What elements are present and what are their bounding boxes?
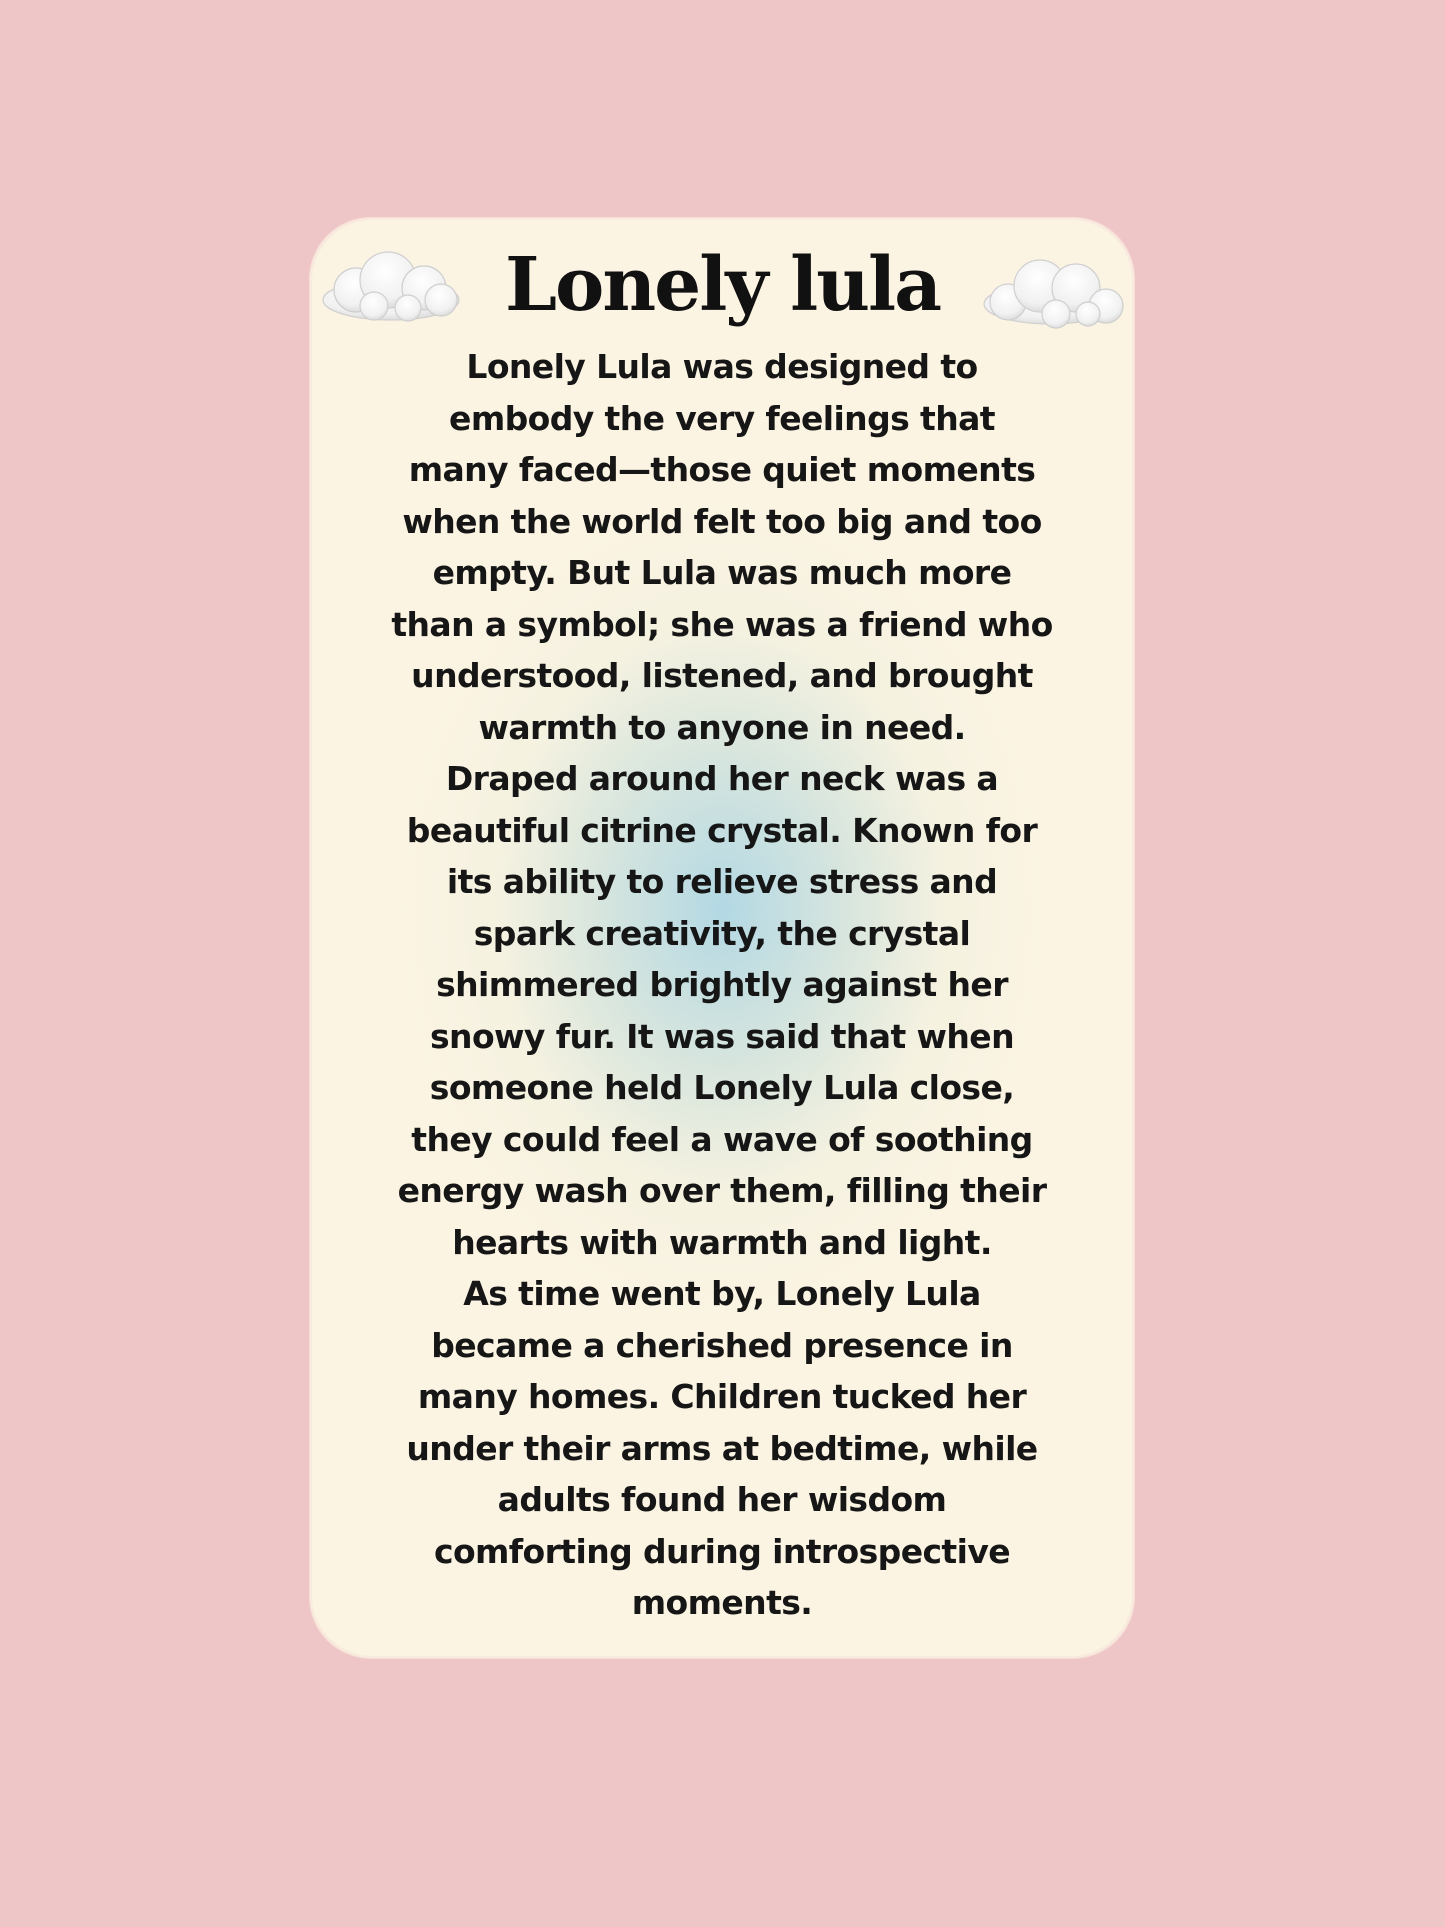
story-line: comforting during introspective xyxy=(433,1531,1011,1571)
story-line: embody the very feelings that xyxy=(449,398,995,438)
story-line: its ability to relieve stress and xyxy=(446,862,998,901)
story-line: adults found her wisdom xyxy=(497,1480,947,1519)
story-line: hearts with warmth and light. xyxy=(452,1222,992,1262)
story-line: empty. But Lula was much more xyxy=(432,553,1012,592)
story-line: they could feel a wave of soothing xyxy=(411,1119,1033,1159)
story-line: when the world felt too big and too xyxy=(402,501,1042,541)
story-line: energy wash over them, filling their xyxy=(397,1171,1047,1210)
page-title: Lonely lula xyxy=(504,242,941,328)
story-line: than a symbol; she was a friend who xyxy=(391,604,1053,644)
story-line: many homes. Children tucked her xyxy=(417,1377,1027,1416)
story-line: snowy fur. It was said that when xyxy=(430,1016,1014,1056)
story-line: warmth to anyone in need. xyxy=(478,707,966,747)
story-line: became a cherished presence in xyxy=(431,1325,1013,1365)
story-line: understood, listened, and brought xyxy=(411,656,1033,695)
story-line: Draped around her neck was a xyxy=(445,759,999,798)
story-line: shimmered brightly against her xyxy=(436,965,1008,1004)
story-line: Lonely Lula was designed to xyxy=(466,347,978,386)
story-line: someone held Lonely Lula close, xyxy=(429,1068,1015,1107)
story-line: under their arms at bedtime, while xyxy=(406,1428,1038,1468)
story-line: As time went by, Lonely Lula xyxy=(463,1274,981,1313)
story-line: spark creativity, the crystal xyxy=(473,913,971,953)
story-line: moments. xyxy=(631,1583,813,1622)
story-line: many faced—those quiet moments xyxy=(408,450,1036,489)
story-text xyxy=(362,341,1082,1629)
story-line: beautiful citrine crystal. Known for xyxy=(406,810,1038,850)
